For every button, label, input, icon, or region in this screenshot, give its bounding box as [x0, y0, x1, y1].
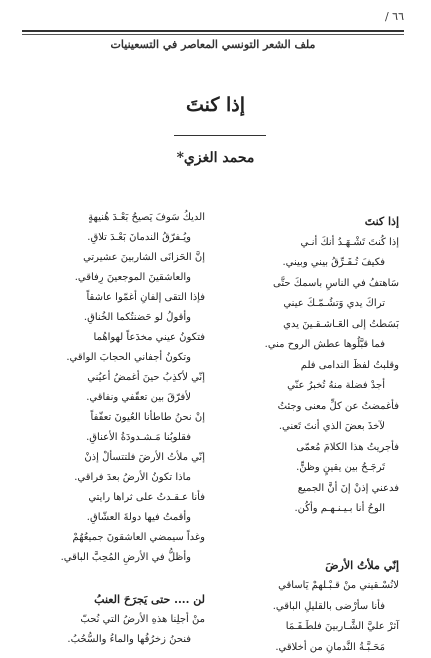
page-header: [22, 30, 404, 51]
verse-line: فنحنُ زخرُفُها والماءُ والسُّحُبُ.: [20, 630, 205, 650]
verse-line: الوحُ أنا بـيـنـهـم وأكُن.: [224, 499, 399, 520]
left-column: [20, 208, 205, 650]
section-gap: [224, 520, 399, 542]
verse-line: الديكُ سَوفَ يَصيحُ بَعْـدَ هُنيهةٍ: [20, 208, 205, 228]
verse-line: فإذا التقى إلفانِ أغمّوا عاشقاً: [20, 288, 205, 308]
verse-line: والعاشقينَ الموجعينَ رِفاقي.: [20, 268, 205, 288]
section-gap: [20, 568, 205, 590]
header-rule-thick: [22, 30, 404, 32]
section-title-right-1: إذا كنتَ: [224, 212, 399, 233]
verse-line: إنْ نحنُ طاطأنا العُيونَ تعفّفاً: [20, 408, 205, 428]
verse-line: منْ أجلِنا هذهِ الأرضُ التي نُحبّ: [20, 610, 205, 630]
verse-line: فما قبَّلُوها عطش الروح مني.: [224, 335, 399, 356]
verse-line: إنّي ملأتُ الأرضَ فلتتسألْ إذنْ: [20, 448, 205, 468]
running-header: ملف الشعر التونسي المعاصر في التسعينيات: [22, 38, 404, 51]
verse-line: وأقمتُ فيها دولةَ العشّاقِ.: [20, 508, 205, 528]
verse-line: فكيفَ تُـفَـرِّقُ بيني وبيني.: [224, 253, 399, 274]
verse-line: أجدْ فضلة منهُ تُخبرُ عنّي: [224, 376, 399, 397]
header-rule-thin: [22, 34, 404, 35]
verse-line: ماذا تكونُ الأرضُ بعدَ فراقي.: [20, 468, 205, 488]
verse-line: وغداً سيمضي العاشقونَ جميعُهُمْ: [20, 528, 205, 548]
title-divider: [174, 135, 266, 136]
verse-line: ويُـفرّقُ الندمانَ بَعْـدَ تلاقِ.: [20, 228, 205, 248]
verse-line: فأجريتُ هذا الكلامَ مُعمّى: [224, 438, 399, 459]
verse-line: وأقولُ لو حَضنتُكما الخُناقِ.: [20, 308, 205, 328]
right-column: [224, 212, 399, 658]
verse-line: تَرجَـحُ بين يقينٍ وظنٍّ.: [224, 458, 399, 479]
verse-line: فأنا سأرْضى بالقليلِ الباقي.: [224, 597, 399, 618]
verse-line: وتكونُ أجفاني الحجابَ الواقي.: [20, 348, 205, 368]
verse-line: بَسَطتُ إلى العَـاشـقـينَ يدي: [224, 315, 399, 336]
verse-line: آثرْ عليَّ الشَّـاربينَ فلطَـفَـمَا: [224, 617, 399, 638]
verse-line: لانُسْـقيني منْ قـبْـلهمْ يَاساقي: [224, 576, 399, 597]
verse-line: إنّي لأكذِبُ حينَ أغمضُ أعيُني: [20, 368, 205, 388]
verse-line: فأغمضتُ عن كلِّ معنى وجئتُ: [224, 397, 399, 418]
section-title-right-2: إنّي ملأتُ الأرضَ: [224, 556, 399, 577]
verse-line: لأفرّقَ بين تعقّفي ونفاقي.: [20, 388, 205, 408]
verse-line: مَحَـبَّـةُ النَّدمانِ من أخلاقي.: [224, 638, 399, 658]
section-gap: [224, 542, 399, 556]
verse-line: سَاهتفُ في الناسِ باسمكَ حتَّى: [224, 274, 399, 295]
poem-title: إذا كنتَ: [0, 94, 431, 116]
author-name: محمد الغزي*: [0, 150, 431, 166]
verse-line: فقلوبُنا مَـشـدودَةُ الأعناقِ.: [20, 428, 205, 448]
page-number: ٦٦ /: [385, 10, 404, 23]
verse-line: فدعني إذنْ إنَ أنَّ الجميع: [224, 479, 399, 500]
verse-line: وقلبتُ لفظَ الندامى فلم: [224, 356, 399, 377]
verse-line: وأظلُّ في الأرضِ المُحِبَّ الباقي.: [20, 548, 205, 568]
verse-line: تراكَ يدي وَتشُـمّـكَ عيني: [224, 294, 399, 315]
verse-line: فتكونُ عيني مخدَعاً لهواهُما: [20, 328, 205, 348]
verse-line: فأنا عـقـدتُ على ثراها رايتي: [20, 488, 205, 508]
verse-line: إذا كُنتَ تَشْـهَـدُ أنكَ أنـي: [224, 233, 399, 254]
section-title-left-2: لن .... حتى يَجرَحَ العنبُ: [20, 590, 205, 610]
verse-line: إنَّ الحَزانَى الشاربينَ عشيرتي: [20, 248, 205, 268]
verse-line: لآخذَ بعضَ الذي أنتَ تَعني.: [224, 417, 399, 438]
